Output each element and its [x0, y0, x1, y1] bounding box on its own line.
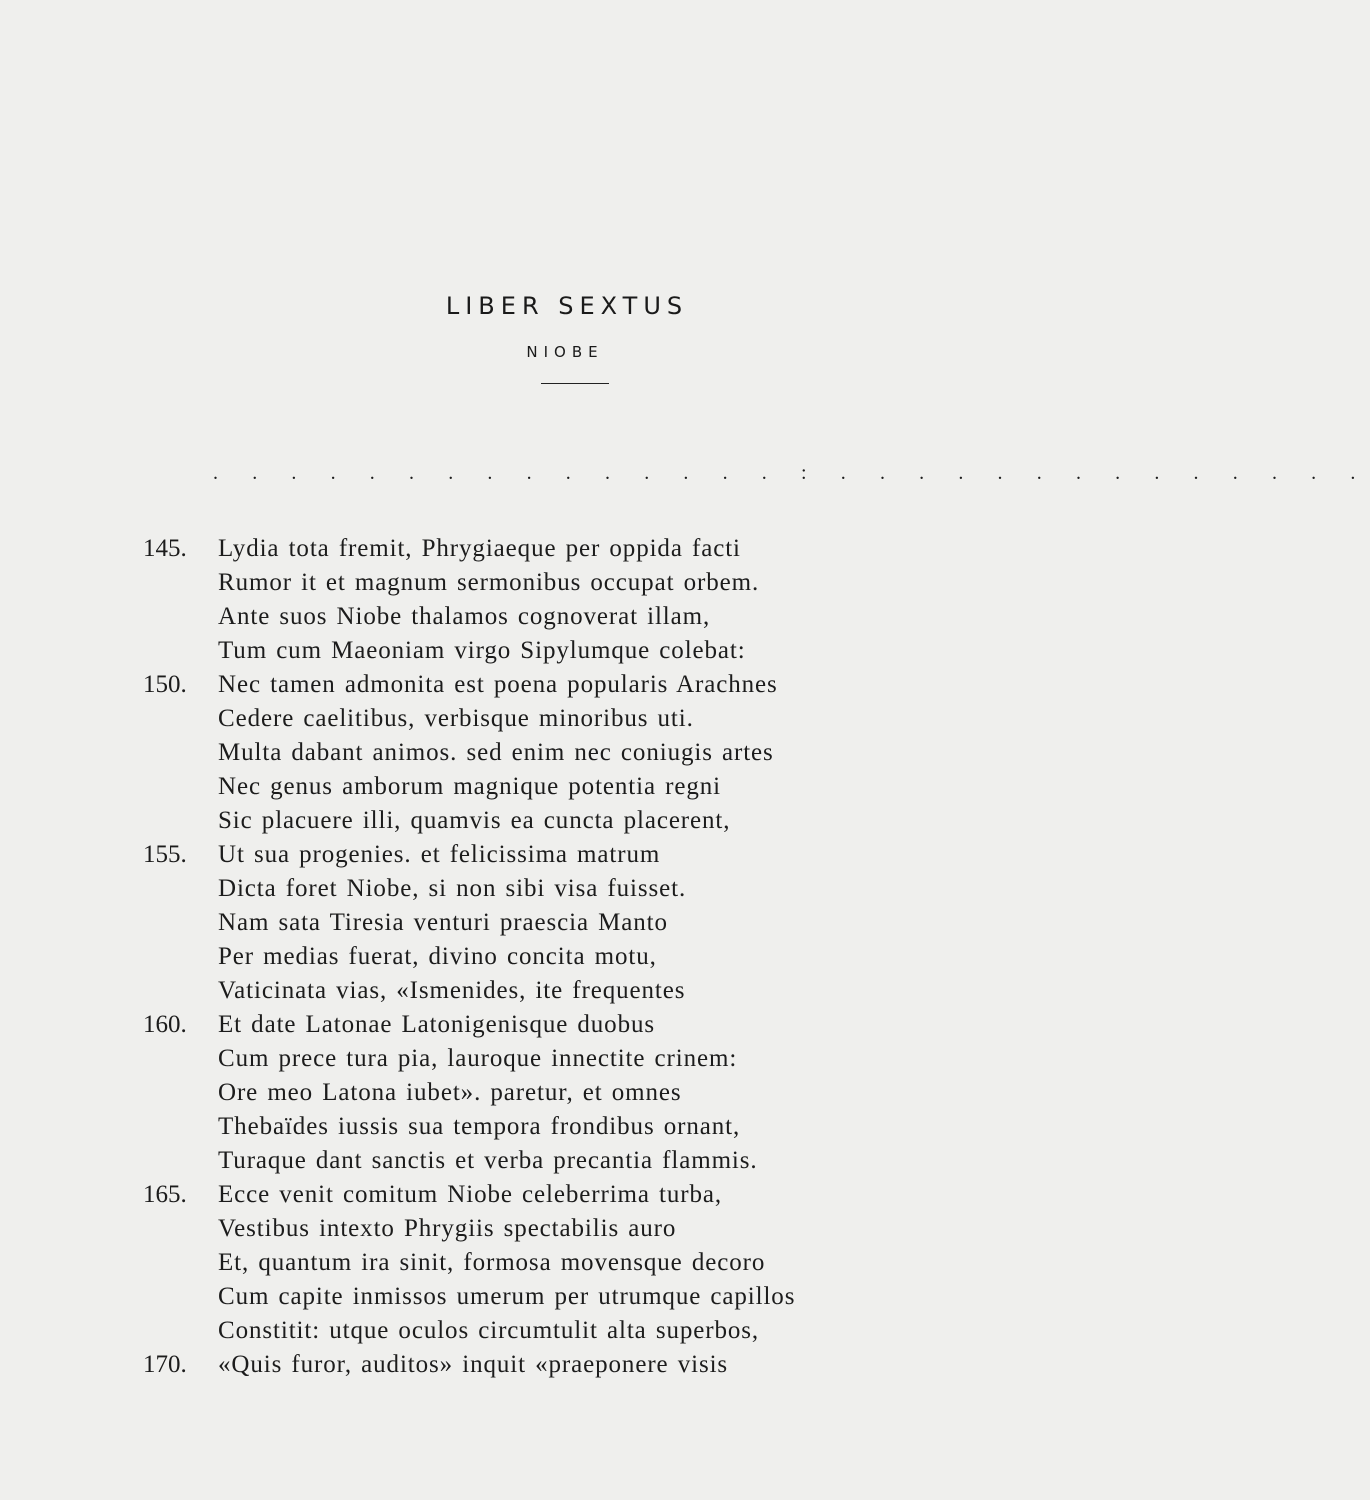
verse-line — [0, 634, 1122, 668]
verse-line — [0, 838, 1122, 872]
title-rule — [541, 383, 609, 384]
verse-line — [0, 1314, 1122, 1348]
verse-line — [0, 1008, 1122, 1042]
verse-text: Cum prece tura pia, lauroque innectite crinem: — [218, 1045, 738, 1072]
book-title: LIBER SEXTUS — [445, 292, 689, 320]
verse-text: Vestibus intexto Phrygiis spectabilis auro — [218, 1215, 677, 1242]
verse-text: Cedere caelitibus, verbisque minoribus uti. — [218, 705, 694, 732]
verse-text: Nec genus amborum magnique potentia regni — [218, 773, 722, 800]
verse-text: Vaticinata vias, «Ismenides, ite frequentes — [218, 977, 686, 1004]
verse-text: Et date Latonae Latonigenisque duobus — [218, 1011, 656, 1038]
verse-line — [0, 872, 1122, 906]
verse-text: Turaque dant sanctis et verba precantia flammis. — [218, 1147, 758, 1174]
verse-text: «Quis furor, auditos» inquit «praeponere visis — [218, 1351, 729, 1378]
verse-text: Ecce venit comitum Niobe celeberrima turba, — [218, 1181, 723, 1208]
line-number: 155. — [143, 841, 187, 868]
verse-text: Lydia tota fremit, Phrygiaeque per oppida facti — [218, 535, 741, 562]
verse-text: Ante suos Niobe thalamos cognoverat illam, — [218, 603, 711, 630]
verse-line — [0, 1280, 1122, 1314]
verse-line — [0, 1144, 1122, 1178]
verse-line — [0, 668, 1122, 702]
verse-text: Thebaïdes iussis sua tempora frondibus ornant, — [218, 1113, 741, 1140]
verse-text: Rumor it et magnum sermonibus occupat orbem. — [218, 569, 760, 596]
verse-line — [0, 736, 1122, 770]
line-number: 150. — [143, 671, 187, 698]
line-number: 145. — [143, 535, 187, 562]
verse-text: Dicta foret Niobe, si non sibi visa fuisset. — [218, 875, 687, 902]
verse-line — [0, 532, 1122, 566]
verse-line — [0, 906, 1122, 940]
verse-line — [0, 1076, 1122, 1110]
verse-text: Constitit: utque oculos circumtulit alta superbos, — [218, 1317, 760, 1344]
verse-line — [0, 1348, 1122, 1382]
verse-text: Nec tamen admonita est poena popularis Arachnes — [218, 671, 778, 698]
verse-line — [0, 702, 1122, 736]
section-title: NIOBE — [526, 343, 604, 361]
line-number: 170. — [143, 1351, 187, 1378]
verse-text: Per medias fuerat, divino concita motu, — [218, 943, 657, 970]
verse-line — [0, 1178, 1122, 1212]
verse-line — [0, 1246, 1122, 1280]
verse-line — [0, 974, 1122, 1008]
line-number: 160. — [143, 1011, 187, 1038]
omission-dots: . . . . . . . . . . . . . . . : . . . . . . . . . . . . . . — [213, 462, 1370, 484]
verse-line — [0, 1042, 1122, 1076]
verse-text: Ut sua progenies. et felicissima matrum — [218, 841, 661, 868]
line-number: 165. — [143, 1181, 187, 1208]
verse-line — [0, 804, 1122, 838]
verse-line — [0, 770, 1122, 804]
verse-text: Nam sata Tiresia venturi praescia Manto — [218, 909, 668, 936]
verse-text: Cum capite inmissos umerum per utrumque capillos — [218, 1283, 796, 1310]
verse-line — [0, 1212, 1122, 1246]
verse-text: Sic placuere illi, quamvis ea cuncta placerent, — [218, 807, 731, 834]
verse-text: Tum cum Maeoniam virgo Sipylumque colebat: — [218, 637, 746, 664]
verse-line — [0, 566, 1122, 600]
verse-line — [0, 940, 1122, 974]
verse-line — [0, 1110, 1122, 1144]
verse-line — [0, 600, 1122, 634]
verse-text: Ore meo Latona iubet». paretur, et omnes — [218, 1079, 682, 1106]
verse-text: Multa dabant animos. sed enim nec coniugis artes — [218, 739, 774, 766]
verse-text: Et, quantum ira sinit, formosa movensque decoro — [218, 1249, 766, 1276]
